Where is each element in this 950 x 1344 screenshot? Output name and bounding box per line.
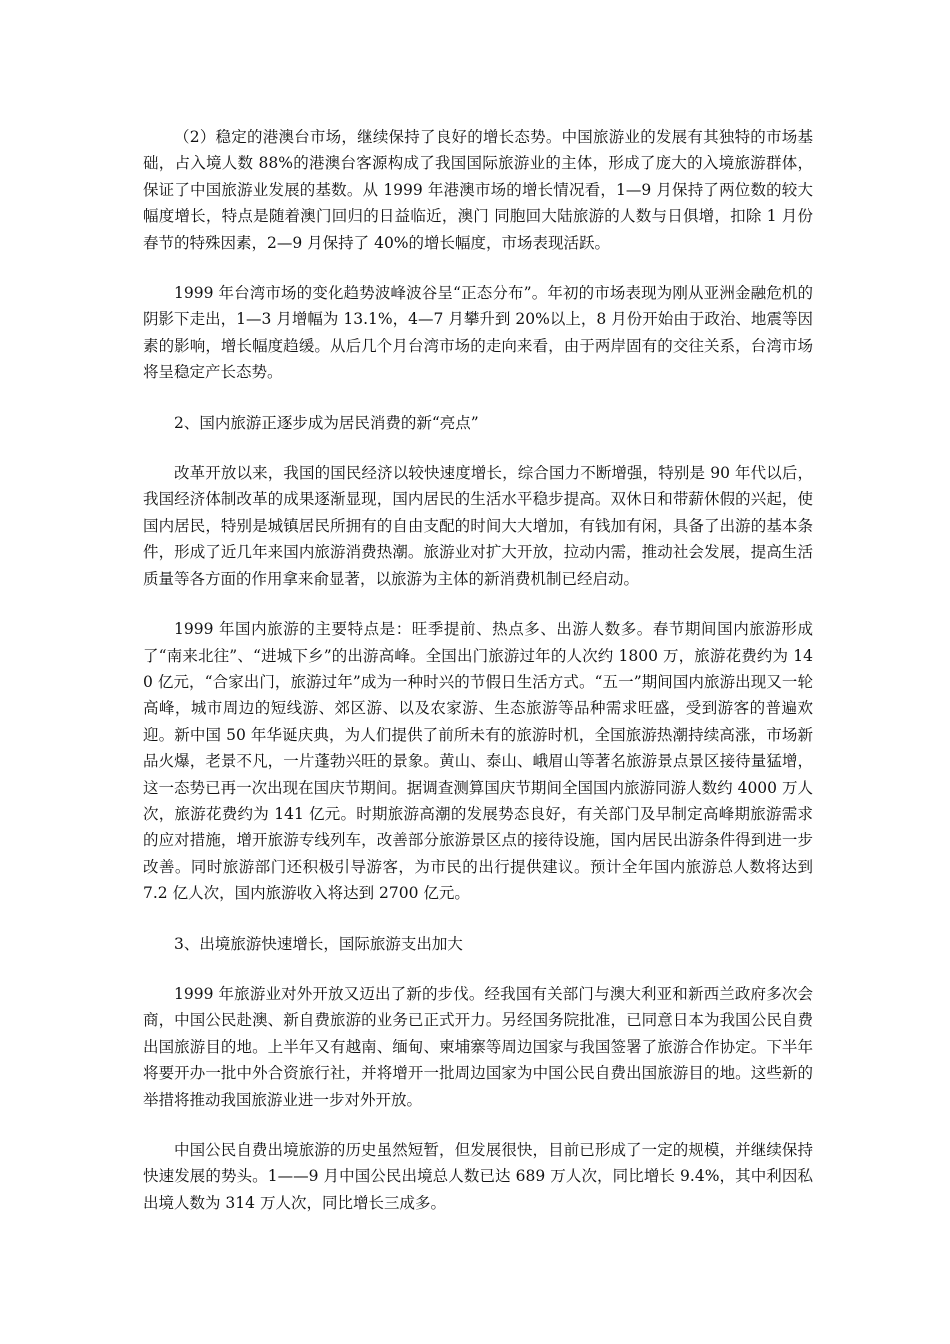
paragraph-reform-opening: 改革开放以来，我国的国民经济以较快速度增长，综合国力不断增强，特别是 90 年代以后，我国经济体制改革的成果逐渐显现，国内居民的生活水平稳步提高。双休日和带薪休假的兴起，使国内居民，特别是城镇居民所拥有的自由支配的时间大大增加，有钱加有闲，具备了出游的基本条件，形成了近几年来国内旅游消费热潮。旅游业对扩大开放，拉动内需，推动社会发展，提高生活质量等各方面的作用拿来俞显著，以旅游为主体的新消费机制已经启动。	[143, 464, 813, 588]
paragraph-domestic-tourism-features: 1999 年国内旅游的主要特点是：旺季提前、热点多、出游人数多。春节期间国内旅游形成了“南来北往”、“进城下乡”的出游高峰。全国出门旅游过年的人次约 1800 万，旅游花费约为 140 亿元，“合家出门，旅游过年”成为一种时兴的节假日生活方式。“五一”期间国内旅游出现又一轮高峰，城市周边的短线游、郊区游、以及农家游、生态旅游等品种需求旺盛，受到游客的普遍欢迎。新中国 50 年华诞庆典，为人们提供了前所未有的旅游时机，全国旅游热潮持续高涨，市场新品火爆，老景不凡，一片蓬勃兴旺的景象。黄山、泰山、峨眉山等著名旅游景点景区接待量猛增，这一态势已再一次出现在国庆节期间。据调查测算国庆节期间全国国内旅游同游人数约 4000 万人次，旅游花费约为 141 亿元。时期旅游高潮的发展势态良好，有关部门及早制定高峰期旅游需求的应对措施，增开旅游专线列车，改善部分旅游景区点的接待设施，国内居民出游条件得到进一步改善。同时旅游部门还积极引导游客，为市民的出行提供建议。预计全年国内旅游总人数将达到 7.2 亿人次，国内旅游收入将达到 2700 亿元。	[143, 620, 813, 903]
paragraph-outbound-travel-stats: 中国公民自费出境旅游的历史虽然短暂，但发展很快，目前已形成了一定的规模，并继续保持快速发展的势头。1——9 月中国公民出境总人数已达 689 万人次，同比增长 9.4%，其中利因私出境人数为 314 万人次，同比增长三成多。	[143, 1141, 813, 1212]
document-body	[143, 124, 813, 1240]
section-heading-outbound-tourism: 3、出境旅游快速增长，国际旅游支出加大	[174, 934, 463, 953]
paragraph-opening-up: 1999 年旅游业对外开放又迈出了新的步伐。经我国有关部门与澳大利亚和新西兰政府多次会商，中国公民赴澳、新自费旅游的业务已正式开力。另经国务院批准，已同意日本为我国公民自费出国旅游目的地。上半年又有越南、缅甸、柬埔寨等周边国家与我国签署了旅游合作协定。下半年将要开办一批中外合资旅行社，并将增开一批周边国家为中国公民自费出国旅游目的地。这些新的举措将推动我国旅游业进一步对外开放。	[143, 984, 813, 1109]
paragraph-taiwan-market: 1999 年台湾市场的变化趋势波峰波谷呈“正态分布”。年初的市场表现为刚从亚洲金融危机的阴影下走出，1—3 月增幅为 13.1%，4—7 月攀升到 20%以上，8 月份开始由于政治、地震等因素的影响，增长幅度趋缓。从后几个月台湾市场的走向来看，由于两岸固有的交往关系，台湾市场将呈稳定产长态势。	[143, 284, 813, 382]
paragraph-hk-macau-taiwan-market: （2）稳定的港澳台市场，继续保持了良好的增长态势。中国旅游业的发展有其独特的市场基础，占入境人数 88%的港澳台客源构成了我国国际旅游业的主体，形成了庞大的入境旅游群体，保证了中国旅游业发展的基数。从 1999 年港澳市场的增长情况看，1—9 月保持了两位数的较大幅度增长，特点是随着澳门回归的日益临近，澳门 同胞回大陆旅游的人数与日俱增，扣除 1 月份春节的特殊因素，2—9 月保持了 40%的增长幅度，市场表现活跃。	[143, 128, 813, 252]
section-heading-domestic-tourism: 2、国内旅游正逐步成为居民消费的新“亮点”	[174, 413, 479, 432]
